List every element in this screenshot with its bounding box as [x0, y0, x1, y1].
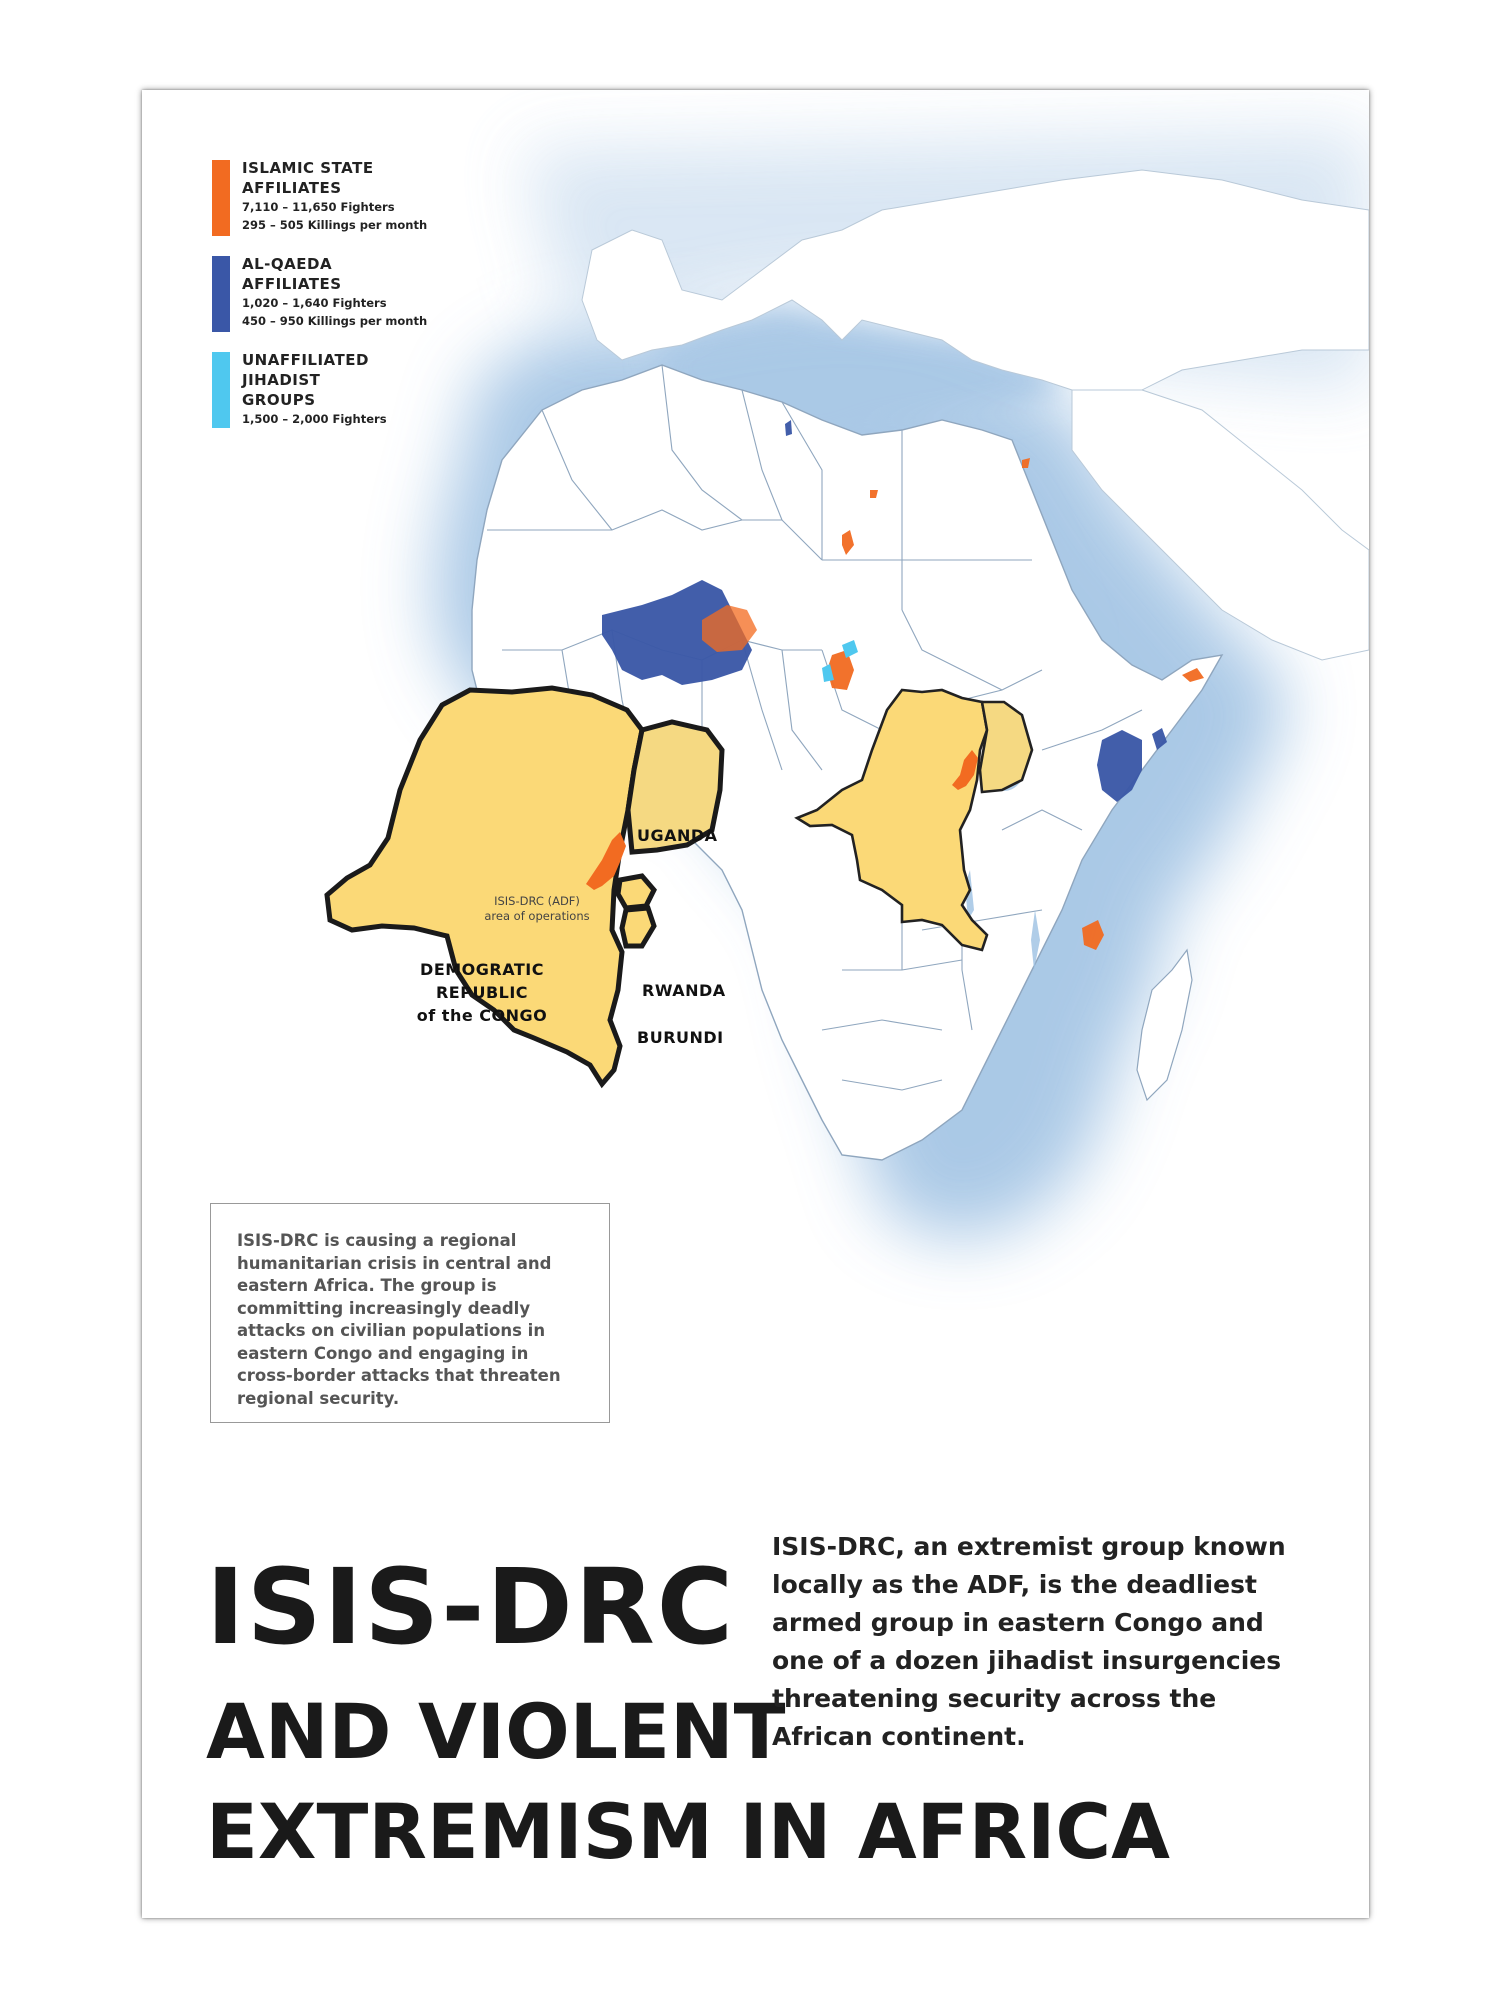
legend-stat: 1,020 – 1,640 Fighters: [242, 296, 387, 310]
legend-title: ISLAMIC STATE AFFILIATES: [242, 159, 374, 197]
label-burundi: BURUNDI: [637, 1028, 724, 1047]
page-title-line-1: ISIS-DRC: [206, 1546, 736, 1668]
legend-al-qaeda: [212, 254, 532, 330]
legend-stat: 295 – 505 Killings per month: [242, 218, 428, 232]
islamic-state-swatch: [212, 160, 230, 236]
poster: [142, 90, 1369, 1918]
legend-stat: 1,500 – 2,000 Fighters: [242, 412, 387, 426]
legend: [212, 158, 532, 448]
label-rwanda: RWANDA: [642, 981, 726, 1000]
page-title-line-2: AND VIOLENT: [206, 1687, 786, 1776]
legend-stat: 450 – 950 Killings per month: [242, 314, 428, 328]
legend-islamic-state: [212, 158, 532, 234]
callout-box: ISIS-DRC is causing a regional humanitarian crisis in central and eastern Africa. The group is committing increasingly deadly attacks on civilian populations in eastern Congo and engaging in cross-border attacks that threaten regional security.: [210, 1203, 610, 1423]
legend-unaffiliated: [212, 350, 532, 428]
legend-title: AL-QAEDA AFFILIATES: [242, 255, 342, 293]
label-adf-ops: ISIS-DRC (ADF) area of operations: [484, 894, 590, 923]
legend-title: UNAFFILIATED JIHADIST GROUPS: [242, 351, 369, 409]
legend-stat: 7,110 – 11,650 Fighters: [242, 200, 395, 214]
page-title-line-3: EXTREMISM IN AFRICA: [206, 1787, 1170, 1876]
label-drc: DEMOGRATIC REPUBLIC of the CONGO: [416, 960, 548, 1025]
label-uganda: UGANDA: [637, 826, 718, 845]
intro-text: ISIS-DRC, an extremist group known locally as the ADF, is the deadliest armed group in eastern Congo and one of a dozen jihadist insurgencies threatening security across the African continent.: [772, 1532, 1286, 1751]
al-qaeda-swatch: [212, 256, 230, 332]
unaffiliated-swatch: [212, 352, 230, 428]
